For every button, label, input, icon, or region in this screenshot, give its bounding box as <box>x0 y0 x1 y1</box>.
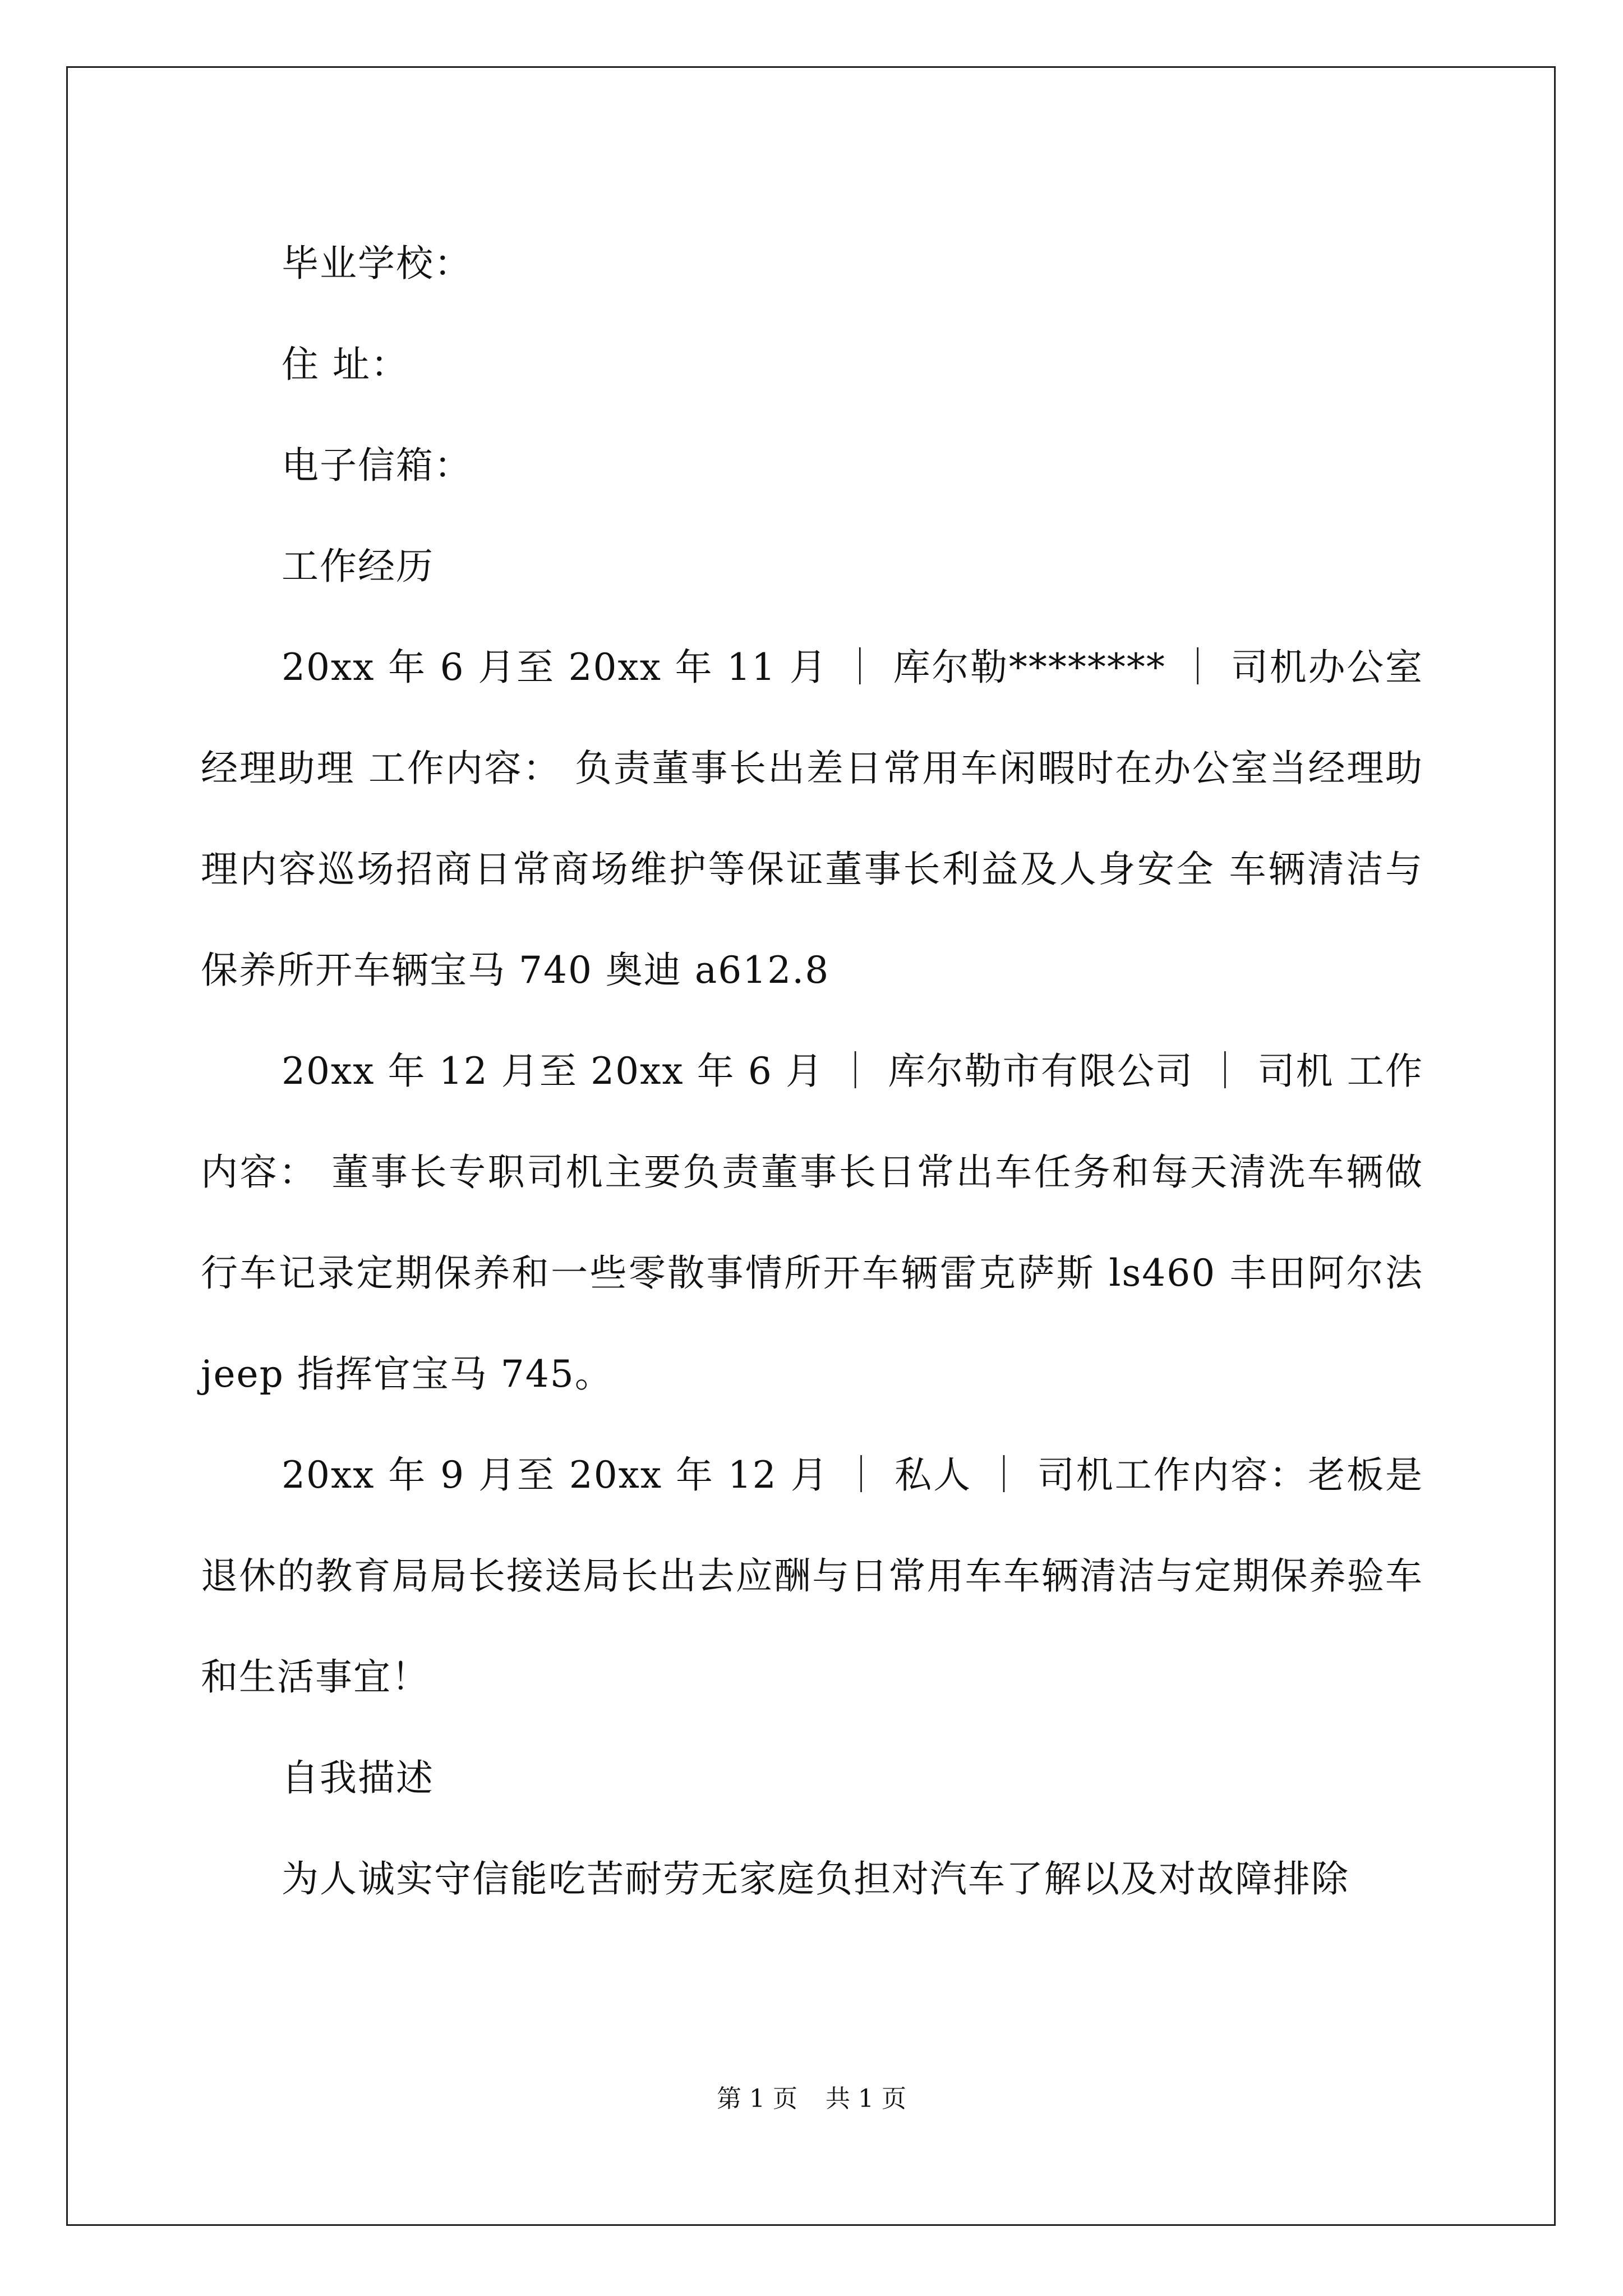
work-entry-3: 20xx 年 9 月至 20xx 年 12 月 ｜ 私人 ｜ 司机工作内容：老板是退休的教育局局长接送局长出去应酬与日常用车车辆清洁与定期保养验车和生活事宜！ <box>201 1453 1423 1699</box>
section-heading-self-description: 自我描述 <box>282 1756 434 1800</box>
field-school: 毕业学校： <box>282 242 472 285</box>
self-description-text: 为人诚实守信能吃苦耐劳无家庭负担对汽车了解以及对故障排除 <box>282 1857 1349 1901</box>
work-entry-2: 20xx 年 12 月至 20xx 年 6 月 ｜ 库尔勒市有限公司 ｜ 司机 工作内容： 董事长专职司机主要负责董事长日常出车任务和每天清洗车辆做行车记录定期保养和一些零散事情所开车辆雷克萨斯 ls460 丰田阿尔法 jeep 指挥官宝马 745。 <box>201 1050 1423 1396</box>
field-address: 住 址： <box>282 343 409 386</box>
work-entry-1: 20xx 年 6 月至 20xx 年 11 月 ｜ 库尔勒******** ｜ 司机办公室经理助理 工作内容： 负责董事长出差日常用车闲暇时在办公室当经理助理内容巡场招商日常商场维护等保证董事长利益及人身安全 车辆清洁与保养所开车辆宝马 740 奥迪 a612.8 <box>201 646 1423 992</box>
page-number: 第 1 页 <box>717 2085 797 2113</box>
page-footer <box>0 2082 1623 2116</box>
field-email: 电子信箱： <box>282 444 472 487</box>
page-total: 共 1 页 <box>826 2085 906 2113</box>
document-body <box>201 213 1423 1930</box>
section-heading-work-experience: 工作经历 <box>282 545 434 588</box>
